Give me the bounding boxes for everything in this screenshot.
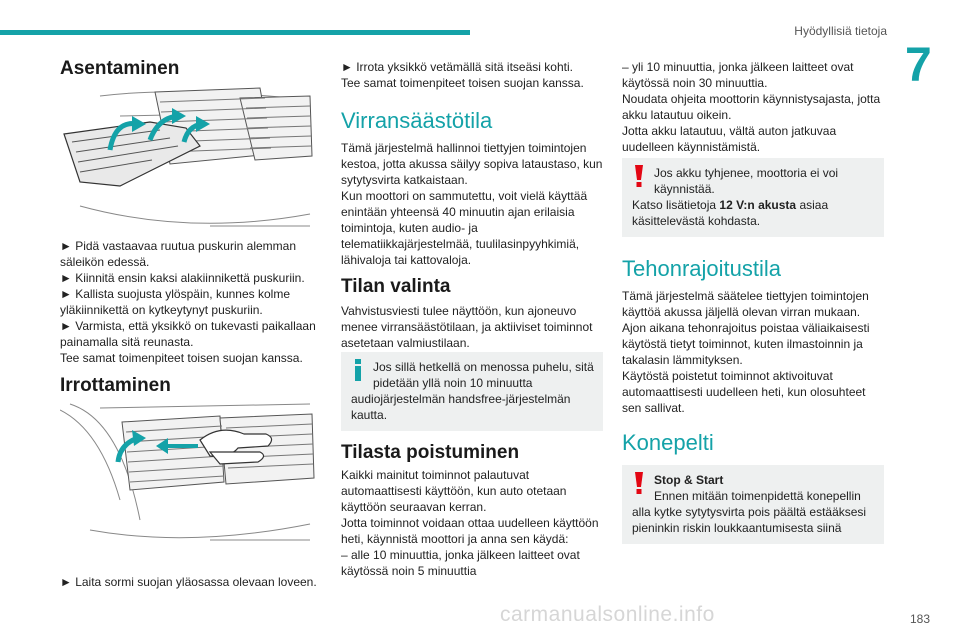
running-header: Hyödyllisiä tietoja	[794, 24, 887, 38]
install-step: ► Kiinnitä ensin kaksi alakiinnikettä puskuriin.	[60, 271, 305, 285]
warning-icon	[632, 165, 646, 187]
warning-note-rest: alla kytke sytytysvirta pois päältä estääksesi pieninkin riskin loukkaantumisesta siinä	[632, 505, 867, 535]
remove-instruction: ► Laita sormi suojan yläosassa olevaan loveen.	[60, 575, 317, 589]
paragraph: – alle 10 minuuttia, jonka jälkeen laitteet ovat käytössä noin 5 minuuttia	[341, 548, 580, 578]
exit-text	[341, 467, 603, 579]
warning-icon	[632, 472, 646, 494]
info-icon	[351, 359, 365, 381]
heading-irrottaminen: Irrottaminen	[60, 375, 171, 396]
heading-asentaminen: Asentaminen	[60, 58, 180, 79]
paragraph: Tämä järjestelmä säätelee tiettyjen toimintojen käyttöä akussa jäljellä olevan virran mukaan.	[622, 289, 869, 319]
warning-note-battery	[622, 158, 884, 237]
paragraph: Tämä järjestelmä hallinnoi tiettyjen toimintojen kestoa, jotta akussa säilyy sopiva lataustaso, kun sytytysvirta katkaistaan.	[341, 141, 603, 187]
warning-note-stop-start	[622, 465, 884, 544]
top-accent-bar	[0, 30, 470, 35]
warning-note-lead: Ennen mitään toimenpidettä konepellin	[654, 489, 861, 503]
paragraph: Kun moottori on sammutettu, voit vielä käyttää enintään yhteensä 40 minuutin ajan erilaisia toimintoja, kuten audio- ja telematiikkajärjestelmää, tuulilasinpyyhkimiä, lähivaloja tai kattovaloja.	[341, 189, 588, 267]
grille-install-illustration	[60, 86, 322, 234]
remove-step: Tee samat toimenpiteet toisen suojan kanssa.	[341, 76, 584, 90]
watermark: carmanualsonline.info	[500, 603, 715, 626]
heading-virransaastotila: Virransäästötila	[341, 108, 493, 133]
chapter-number: 7	[905, 39, 932, 92]
paragraph: – yli 10 minuuttia, jonka jälkeen laitteet ovat käytössä noin 30 minuuttia.	[622, 60, 854, 90]
paragraph: Käytöstä poistetut toiminnot aktivoituvat automaattisesti uudelleen heti, kun olosuhteet sen sallivat.	[622, 369, 866, 415]
info-note-lead: Jos sillä hetkellä on menossa puhelu, sitä pidetään yllä noin 10 minuutta	[373, 360, 594, 390]
remove-continued	[341, 59, 603, 91]
install-step: Tee samat toimenpiteet toisen suojan kanssa.	[60, 351, 303, 365]
remove-step: ► Irrota yksikkö vetämällä sitä itseäsi kohti.	[341, 60, 573, 74]
info-note	[341, 352, 603, 431]
install-instructions	[60, 238, 322, 366]
grille-remove-illustration	[60, 400, 322, 548]
warning-note-rest-a: Katso lisätietoja	[632, 198, 720, 212]
warning-note-title: Stop & Start	[654, 473, 724, 487]
exit-continued	[622, 59, 884, 155]
heading-tilasta-poistuminen: Tilasta poistuminen	[341, 442, 520, 463]
heading-konepelti: Konepelti	[622, 430, 714, 455]
paragraph: Jotta toiminnot voidaan ottaa uudelleen käyttöön heti, käynnistä moottori ja anna sen käydä:	[341, 516, 599, 546]
energy-text	[341, 140, 603, 268]
paragraph: Kaikki mainitut toiminnot palautuvat automaattisesti käyttöön, kun auto otetaan käyttöön seuraavan kerran.	[341, 468, 567, 514]
heading-tehonrajoitustila: Tehonrajoitustila	[622, 256, 781, 281]
page-number: 183	[909, 612, 930, 626]
mode-text: Vahvistusviesti tulee näyttöön, kun ajoneuvo menee virransäästötilaan, ja aktiiviset toiminnot asetetaan valmiustilaan.	[341, 304, 593, 350]
warning-note-lead: Jos akku tyhjenee, moottoria ei voi käynnistää.	[654, 166, 839, 196]
info-note-rest: audiojärjestelmän handsfree-järjestelmän kautta.	[351, 392, 571, 422]
warning-note-bold: 12 V:n akusta	[719, 198, 797, 212]
load-text	[622, 288, 884, 416]
install-step: ► Pidä vastaavaa ruutua puskurin alemman säleikön edessä.	[60, 239, 297, 269]
paragraph: Ajon aikana tehonrajoitus poistaa väliaikaisesti käytöstä tietyt toiminnot, kuten ilmastoinnin ja takalasin lämmityksen.	[622, 321, 870, 367]
warning-note-rest-c: asiaa käsittelevästä kohdasta.	[632, 198, 829, 228]
install-step: ► Kallista suojusta ylöspäin, kunnes kolme yläkiinnikettä on kytkeytynyt puskuriin.	[60, 287, 290, 317]
paragraph: Noudata ohjeita moottorin käynnistysajasta, jotta akku latautuu oikein.	[622, 92, 881, 122]
paragraph: Jotta akku latautuu, vältä auton jatkuvaa uudelleen käynnistämistä.	[622, 124, 837, 154]
install-step: ► Varmista, että yksikkö on tukevasti paikallaan painamalla sitä reunasta.	[60, 319, 316, 349]
heading-tilan-valinta: Tilan valinta	[341, 276, 451, 297]
